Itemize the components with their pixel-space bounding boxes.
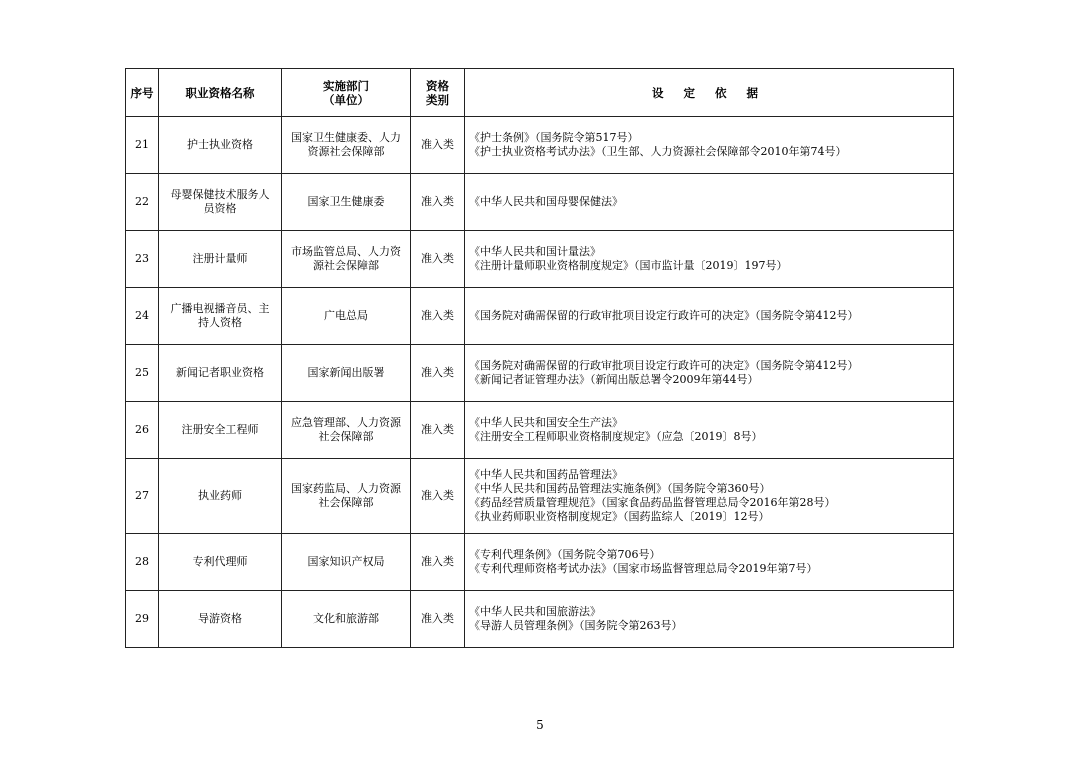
cell-serial-number: 24 [126, 288, 159, 345]
table-header-row [126, 69, 954, 117]
cell-basis: 《专利代理条例》（国务院令第706号） 《专利代理师资格考试办法》（国家市场监督管理总局令2019年第7号） [465, 534, 954, 591]
table-row [126, 288, 954, 345]
cell-basis: 《中华人民共和国计量法》 《注册计量师职业资格制度规定》（国市监计量〔2019〕197号） [465, 231, 954, 288]
cell-basis: 《中华人民共和国旅游法》 《导游人员管理条例》（国务院令第263号） [465, 591, 954, 648]
table-row [126, 459, 954, 534]
qualification-table [125, 68, 954, 648]
cell-category: 准入类 [411, 288, 465, 345]
header-serial-number: 序号 [126, 69, 159, 117]
cell-category: 准入类 [411, 534, 465, 591]
cell-department: 应急管理部、人力资源 社会保障部 [282, 402, 411, 459]
cell-serial-number: 22 [126, 174, 159, 231]
header-category: 资格 类别 [411, 69, 465, 117]
cell-department: 国家知识产权局 [282, 534, 411, 591]
cell-category: 准入类 [411, 459, 465, 534]
header-basis: 设 定 依 据 [465, 69, 954, 117]
cell-qualification-name: 专利代理师 [159, 534, 282, 591]
table-row [126, 402, 954, 459]
cell-qualification-name: 母婴保健技术服务人 员资格 [159, 174, 282, 231]
table-row [126, 231, 954, 288]
cell-qualification-name: 导游资格 [159, 591, 282, 648]
cell-qualification-name: 注册安全工程师 [159, 402, 282, 459]
cell-serial-number: 27 [126, 459, 159, 534]
cell-department: 国家卫生健康委 [282, 174, 411, 231]
cell-serial-number: 25 [126, 345, 159, 402]
cell-qualification-name: 护士执业资格 [159, 117, 282, 174]
header-department: 实施部门 （单位） [282, 69, 411, 117]
cell-category: 准入类 [411, 117, 465, 174]
cell-qualification-name: 广播电视播音员、主 持人资格 [159, 288, 282, 345]
cell-department: 广电总局 [282, 288, 411, 345]
cell-category: 准入类 [411, 174, 465, 231]
cell-department: 国家新闻出版署 [282, 345, 411, 402]
cell-category: 准入类 [411, 402, 465, 459]
cell-basis: 《中华人民共和国药品管理法》 《中华人民共和国药品管理法实施条例》（国务院令第360号） 《药品经营质量管理规范》（国家食品药品监督管理总局令2016年第28号） 《执业药师职业资格制度规定》（国药监综人〔2019〕12号） [465, 459, 954, 534]
cell-basis: 《护士条例》（国务院令第517号） 《护士执业资格考试办法》（卫生部、人力资源社会保障部令2010年第74号） [465, 117, 954, 174]
cell-basis: 《国务院对确需保留的行政审批项目设定行政许可的决定》（国务院令第412号） 《新闻记者证管理办法》（新闻出版总署令2009年第44号） [465, 345, 954, 402]
cell-category: 准入类 [411, 591, 465, 648]
page-number: 5 [536, 718, 544, 732]
cell-basis: 《国务院对确需保留的行政审批项目设定行政许可的决定》（国务院令第412号） [465, 288, 954, 345]
cell-category: 准入类 [411, 231, 465, 288]
table-row [126, 174, 954, 231]
cell-department: 国家药监局、人力资源 社会保障部 [282, 459, 411, 534]
cell-basis: 《中华人民共和国安全生产法》 《注册安全工程师职业资格制度规定》（应急〔2019〕8号） [465, 402, 954, 459]
cell-serial-number: 29 [126, 591, 159, 648]
table-row [126, 345, 954, 402]
cell-qualification-name: 执业药师 [159, 459, 282, 534]
cell-department: 文化和旅游部 [282, 591, 411, 648]
cell-serial-number: 23 [126, 231, 159, 288]
cell-department: 市场监管总局、人力资 源社会保障部 [282, 231, 411, 288]
header-qualification-name: 职业资格名称 [159, 69, 282, 117]
cell-category: 准入类 [411, 345, 465, 402]
cell-serial-number: 21 [126, 117, 159, 174]
cell-basis: 《中华人民共和国母婴保健法》 [465, 174, 954, 231]
table-row [126, 117, 954, 174]
cell-department: 国家卫生健康委、人力 资源社会保障部 [282, 117, 411, 174]
table-row [126, 534, 954, 591]
cell-qualification-name: 新闻记者职业资格 [159, 345, 282, 402]
cell-qualification-name: 注册计量师 [159, 231, 282, 288]
table-row [126, 591, 954, 648]
cell-serial-number: 26 [126, 402, 159, 459]
cell-serial-number: 28 [126, 534, 159, 591]
